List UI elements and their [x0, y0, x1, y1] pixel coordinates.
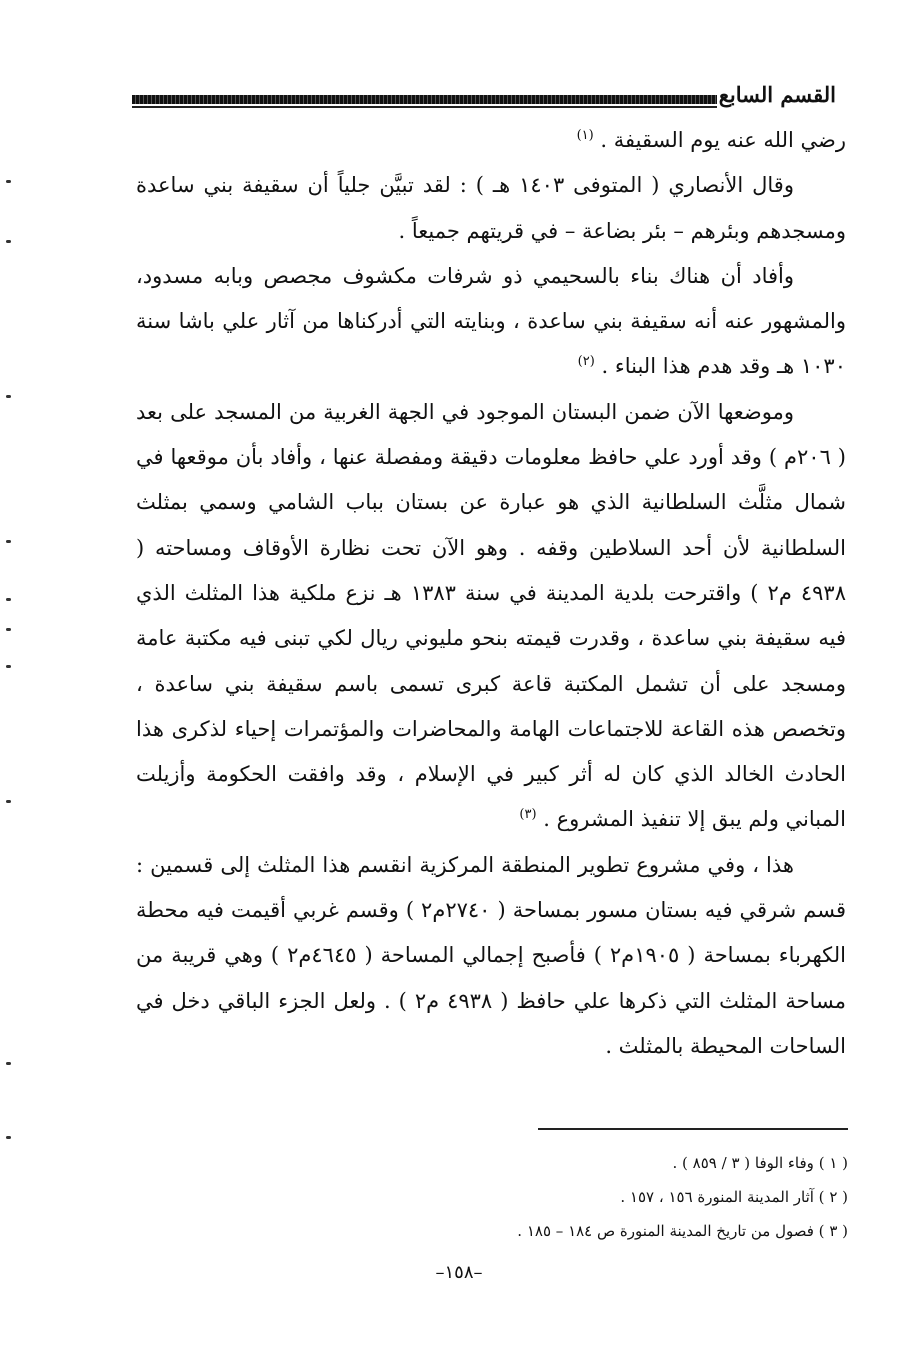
header-rule	[132, 95, 717, 104]
footnote-ref: (١)	[576, 128, 594, 143]
footnote-ref: (٣)	[519, 807, 537, 823]
scan-mark	[6, 800, 11, 803]
footnote: ( ٣ ) فصول من تاريخ المدينة المنورة ص ١٨٤ – ١٨٥ .	[517, 1222, 848, 1240]
body-text	[136, 118, 846, 1069]
footnote: ( ١ ) وفاء الوفا ( ٣ / ٨٥٩ ) .	[672, 1154, 848, 1172]
paragraph-text: رضي الله عنه يوم السقيفة .	[600, 128, 846, 152]
scan-mark	[6, 598, 11, 601]
scan-mark	[6, 180, 11, 183]
section-header-title: القسم السابع	[718, 82, 836, 107]
paragraph	[136, 163, 846, 254]
paragraph	[136, 254, 846, 390]
paragraph-text: هذا ، وفي مشروع تطوير المنطقة المركزية انقسم هذا المثلث إلى قسمين : قسم شرقي فيه بستان مسور بمساحة ( ٢٧٤٠م٢ ) وقسم غربي أقيمت فيه محطة الكهرباء بمساحة ( ١٩٠٥م٢ ) فأصبح إجمالي المساحة ( ٤٦٤٥م٢ ) وهي قريبة من مساحة المثلث التي ذكرها علي حافظ ( ٤٩٣٨ م٢ ) . ولعل الجزء الباقي دخل في الساحات المحيطة بالمثلث .	[136, 852, 847, 1058]
paragraph	[136, 118, 846, 163]
paragraph-text: وموضعها الآن ضمن البستان الموجود في الجهة الغربية من المسجد على بعد ( ٢٠٦م ) وقد أورد علي حافظ معلومات دقيقة ومفصلة عنها ، وأفاد بأن موقعها في شمال مثلَّث السلطانية الذي هو عبارة عن بستان بباب الشامي وسمي بمثلث السلطانية لأن أحد السلاطين وقفه . وهو الآن تحت نظارة الأوقاف ومساحته ( ٤٩٣٨ م٢ ) واقترحت بلدية المدينة في سنة ١٣٨٣ هـ نزع ملكية هذا المثلث الذي فيه سقيفة بني ساعدة ، وقدرت قيمته بنحو مليوني ريال لكي تبنى فيه مكتبة عامة ومسجد على أن تشمل المكتبة قاعة كبرى تسمى باسم سقيفة بني ساعدة ، وتخصص هذه القاعة للاجتماعات الهامة والمحاضرات والمؤتمرات إحياء لذكرى هذا الحادث الخالد الذي كان له أثر كبير في الإسلام ، وقد وافقت الحكومة وأزيلت المباني ولم يبق إلا تنفيذ المشروع .	[136, 399, 846, 832]
paragraph	[136, 843, 846, 1069]
footnote: ( ٢ ) آثار المدينة المنورة ١٥٦ ، ١٥٧ .	[620, 1188, 848, 1206]
footnote-separator	[538, 1128, 848, 1130]
header-rule-line	[132, 106, 717, 108]
scan-mark	[6, 1062, 11, 1065]
paragraph-text: وقال الأنصاري ( المتوفى ١٤٠٣ هـ ) : لقد تبيَّن جلياً أن سقيفة بني ساعدة ومسجدهم وبئرهم – بئر بضاعة – في قريتهم جميعاً .	[136, 173, 846, 243]
paragraph	[136, 390, 846, 843]
scan-mark	[6, 628, 11, 631]
scan-mark	[6, 665, 11, 668]
scan-mark	[6, 1136, 11, 1139]
scan-mark	[6, 240, 11, 243]
scan-mark	[6, 540, 11, 543]
footnotes	[148, 1146, 848, 1248]
paragraph-text: وأفاد أن هناك بناء بالسحيمي ذو شرفات مكشوف مجصص وبابه مسدود، والمشهور عنه أنه سقيفة بني ساعدة ، وبنايته التي أدركناها من آثار علي باشا سنة ١٠٣٠ هـ وقد هدم هذا البناء .	[136, 263, 846, 379]
scan-mark	[6, 395, 11, 398]
page-number: –١٥٨–	[435, 1262, 483, 1283]
footnote-ref: (٢)	[577, 354, 595, 370]
